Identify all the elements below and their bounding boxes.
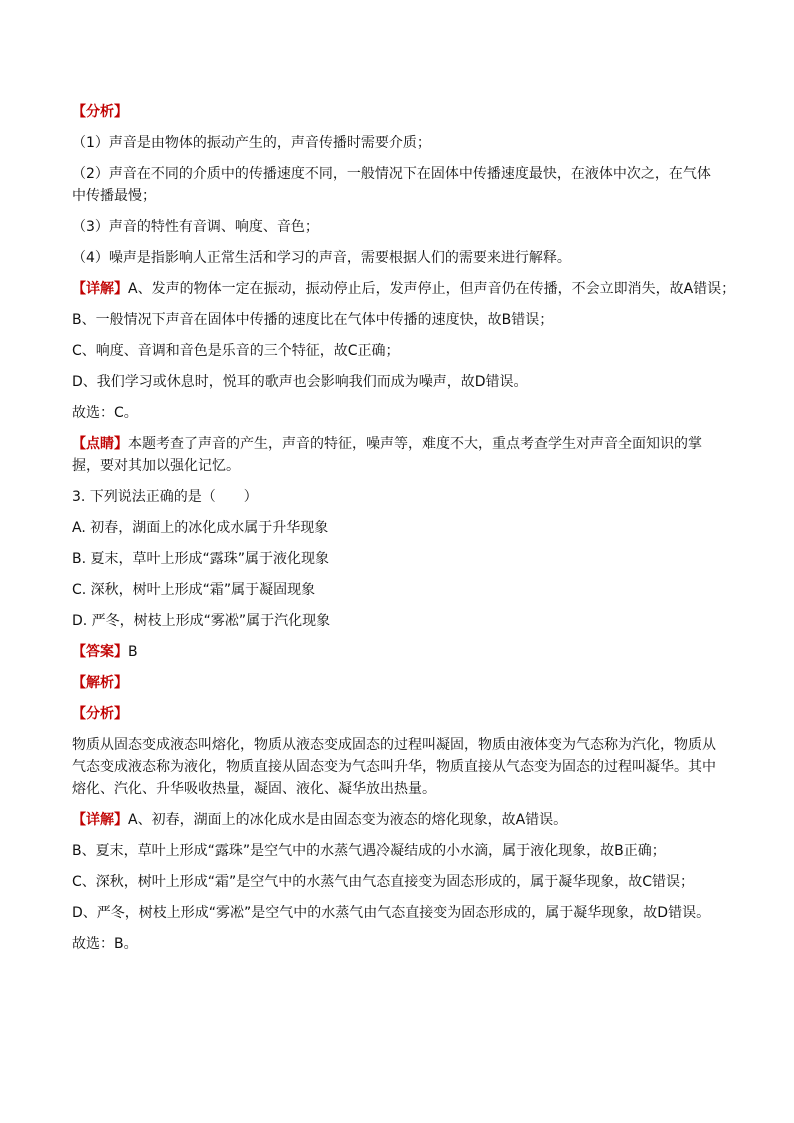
detail-label: 详解 [86, 812, 114, 828]
option-b: B. 夏末，草叶上形成“露珠”属于液化现象 [72, 551, 330, 567]
bracket-close: 】 [114, 436, 128, 452]
bracket-close: 】 [114, 644, 128, 660]
bracket-open: 【 [72, 675, 86, 691]
comment-line [72, 433, 724, 477]
detail-label: 详解 [86, 281, 114, 297]
document-content [72, 101, 736, 964]
bracket-close: 】 [114, 706, 128, 722]
bracket-close: 】 [114, 104, 128, 120]
detail-line: D、严冬，树枝上形成“雾凇”是空气中的水蒸气由气态直接变为固态形成的，属于凝华现象，故D错误。 [72, 905, 711, 921]
bracket-close: 】 [114, 812, 128, 828]
explain-label: 解析 [86, 675, 114, 691]
detail-text: A、发声的物体一定在振动，振动停止后，发声停止，但声音仍在传播，不会立即消失，故A错误； [128, 281, 736, 297]
choice-line: 故选：B。 [72, 936, 138, 952]
answer-value: B [128, 644, 138, 660]
detail-line: B、一般情况下声音在固体中传播的速度比在气体中传播的速度快，故B错误； [72, 312, 554, 328]
analysis-item: （1）声音是由物体的振动产生的，声音传播时需要介质； [72, 135, 431, 151]
analysis-label: 分析 [86, 706, 114, 722]
detail-line [72, 278, 736, 300]
bracket-open: 【 [72, 706, 86, 722]
option-d: D. 严冬，树枝上形成“雾凇”属于汽化现象 [72, 613, 331, 629]
analysis-paragraph: 物质从固态变成液态叫熔化，物质从液态变成固态的过程叫凝固，物质由液体变为气态称为汽化，物质从气态变成液态称为液化，物质直接从固态变为气态叫升华，物质直接从气态变为固态的过程叫凝华。其中熔化、汽化、升华吸收热量，凝固、液化、凝华放出热量。 [72, 737, 716, 797]
bracket-open: 【 [72, 104, 86, 120]
detail-line: D、我们学习或休息时，悦耳的歌声也会影响我们而成为噪声，故D错误。 [72, 374, 528, 390]
answer-line [72, 641, 724, 663]
option-a: A. 初春，湖面上的冰化成水属于升华现象 [72, 520, 329, 536]
explain-heading [72, 672, 724, 694]
detail-text: A、初春，湖面上的冰化成水是由固态变为液态的熔化现象，故A错误。 [128, 812, 568, 828]
comment-label: 点睛 [86, 436, 114, 452]
bracket-open: 【 [72, 281, 86, 297]
bracket-open: 【 [72, 436, 86, 452]
analysis-item: （4）噪声是指影响人正常生活和学习的声音，需要根据人们的需要来进行解释。 [72, 250, 571, 266]
choice-line: 故选：C。 [72, 405, 138, 421]
detail-line: B、夏末，草叶上形成“露珠”是空气中的水蒸气遇冷凝结成的小水滴，属于液化现象，故B正确； [72, 843, 666, 859]
detail-line: C、深秋，树叶上形成“霜”是空气中的水蒸气由气态直接变为固态形成的，属于凝华现象，故C错误； [72, 874, 695, 890]
bracket-open: 【 [72, 812, 86, 828]
comment-text: 本题考查了声音的产生，声音的特征，噪声等，难度不大，重点考查学生对声音全面知识的掌握，要对其加以强化记忆。 [72, 436, 702, 474]
bracket-open: 【 [72, 644, 86, 660]
answer-label: 答案 [86, 644, 114, 660]
detail-line: C、响度、音调和音色是乐音的三个特征，故C正确； [72, 343, 400, 359]
bracket-close: 】 [114, 281, 128, 297]
option-c: C. 深秋，树叶上形成“霜”属于凝固现象 [72, 582, 316, 598]
question-stem: 3. 下列说法正确的是（ ） [72, 489, 258, 505]
detail-line [72, 809, 724, 831]
analysis-item: （2）声音在不同的介质中的传播速度不同，一般情况下在固体中传播速度最快，在液体中次之，在气体中传播最慢； [72, 166, 711, 204]
bracket-close: 】 [114, 675, 128, 691]
analysis-heading [72, 101, 724, 123]
analysis-item: （3）声音的特性有音调、响度、音色； [72, 219, 319, 235]
analysis-label: 分析 [86, 104, 114, 120]
analysis-heading [72, 703, 724, 725]
